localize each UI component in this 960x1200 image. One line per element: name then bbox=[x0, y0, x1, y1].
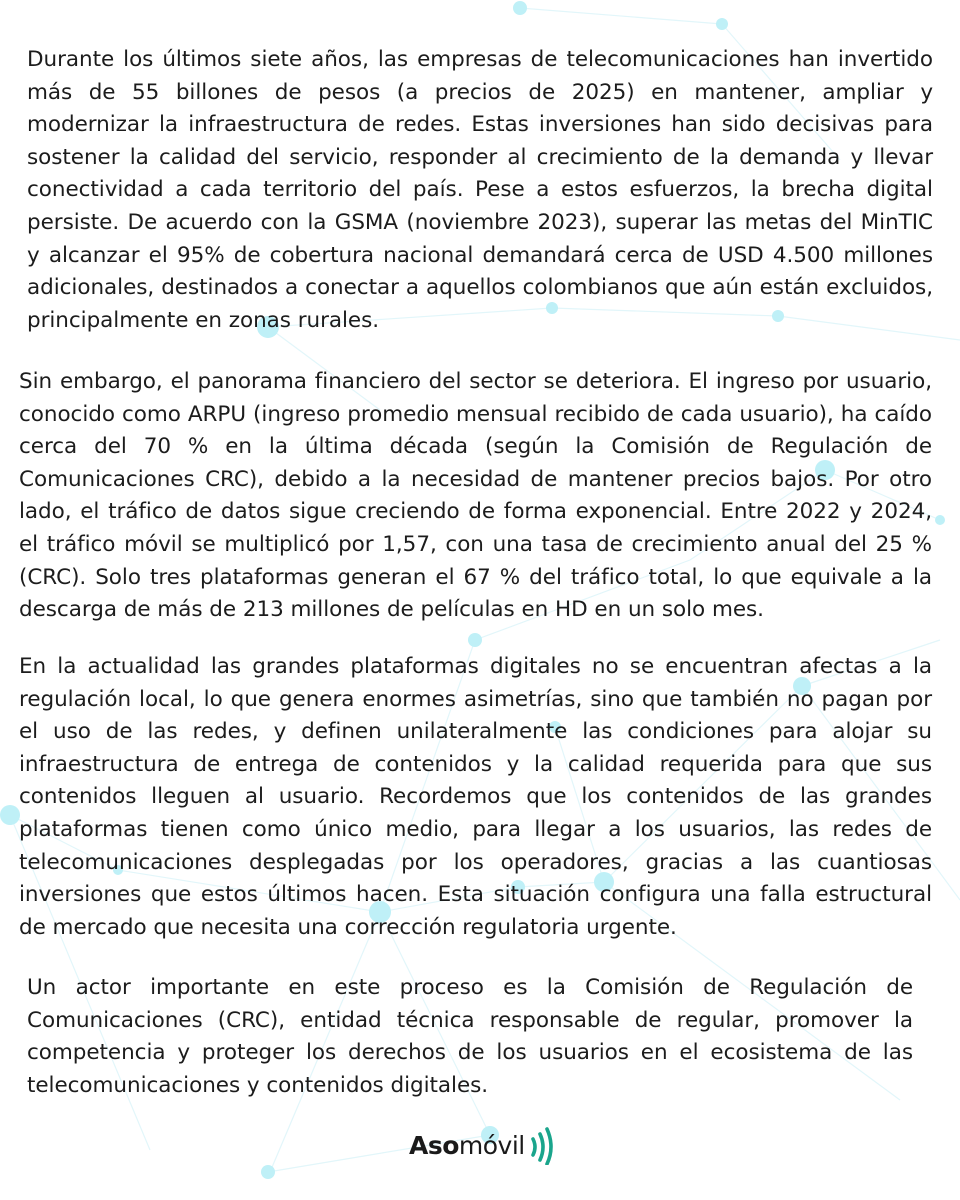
paragraph-digital-platforms: En la actualidad las grandes plataformas digitales no se encuentran afectas a la regulación local, lo que genera enormes asimetrías, sino que también no pagan por el uso de las redes, y definen unilateralmente las condiciones para alojar su infraestructura de entrega de contenidos y la calidad requerida para que sus contenidos lleguen al usuario. Recordemos que los contenidos de las grandes plataformas tienen como único medio, para llegar a los usuarios, las redes de telecomunicaciones desplegadas por los operadores, gracias a las cuantiosas inversiones que estos últimos hacen. Esta situación configura una falla estructural de mercado que necesita una corrección regulatoria urgente. bbox=[19, 654, 932, 940]
signal-waves-icon bbox=[529, 1125, 555, 1165]
paragraph-financial-outlook: Sin embargo, el panorama financiero del sector se deteriora. El ingreso por usuario, conocido como ARPU (ingreso promedio mensual recibido de cada usuario), ha caído cerca del 70 % en la última década (según la Comisión de Regulación de Comunicaciones CRC), debido a la necesidad de mantener precios bajos. Por otro lado, el tráfico de datos sigue creciendo de forma exponencial. Entre 2022 y 2024, el tráfico móvil se multiplicó por 1,57, con una tasa de crecimiento anual del 25 % (CRC). Solo tres plataformas generan el 67 % del tráfico total, lo que equivale a la descarga de más de 213 millones de películas en HD en un solo mes. bbox=[19, 369, 932, 623]
paragraph-crc-role: Un actor importante en este proceso es la Comisión de Regulación de Comunicaciones (CRC), entidad técnica responsable de regular, promover la competencia y proteger los derechos de los usuarios en el ecosistema de las telecomunicaciones y contenidos digitales. bbox=[27, 975, 913, 1098]
logo-wordmark bbox=[409, 1131, 525, 1160]
logo-light-part: móvil bbox=[458, 1130, 525, 1160]
asomovil-logo bbox=[409, 1123, 555, 1167]
paragraph-investment: Durante los últimos siete años, las empresas de telecomunicaciones han invertido más de 55 billones de pesos (a precios de 2025) en mantener, ampliar y modernizar la infraestructura de redes. Estas inversiones han sido decisivas para sostener la calidad del servicio, responder al crecimiento de la demanda y llevar conectividad a cada territorio del país. Pese a estos esfuerzos, la brecha digital persiste. De acuerdo con la GSMA (noviembre 2023), superar las metas del MinTIC y alcanzar el 95% de cobertura nacional demandará cerca de USD 4.500 millones adicionales, destinados a conectar a aquellos colombianos que aún están excluidos, principalmente en zonas rurales. bbox=[27, 47, 933, 333]
logo-bold-part: Aso bbox=[409, 1130, 459, 1160]
